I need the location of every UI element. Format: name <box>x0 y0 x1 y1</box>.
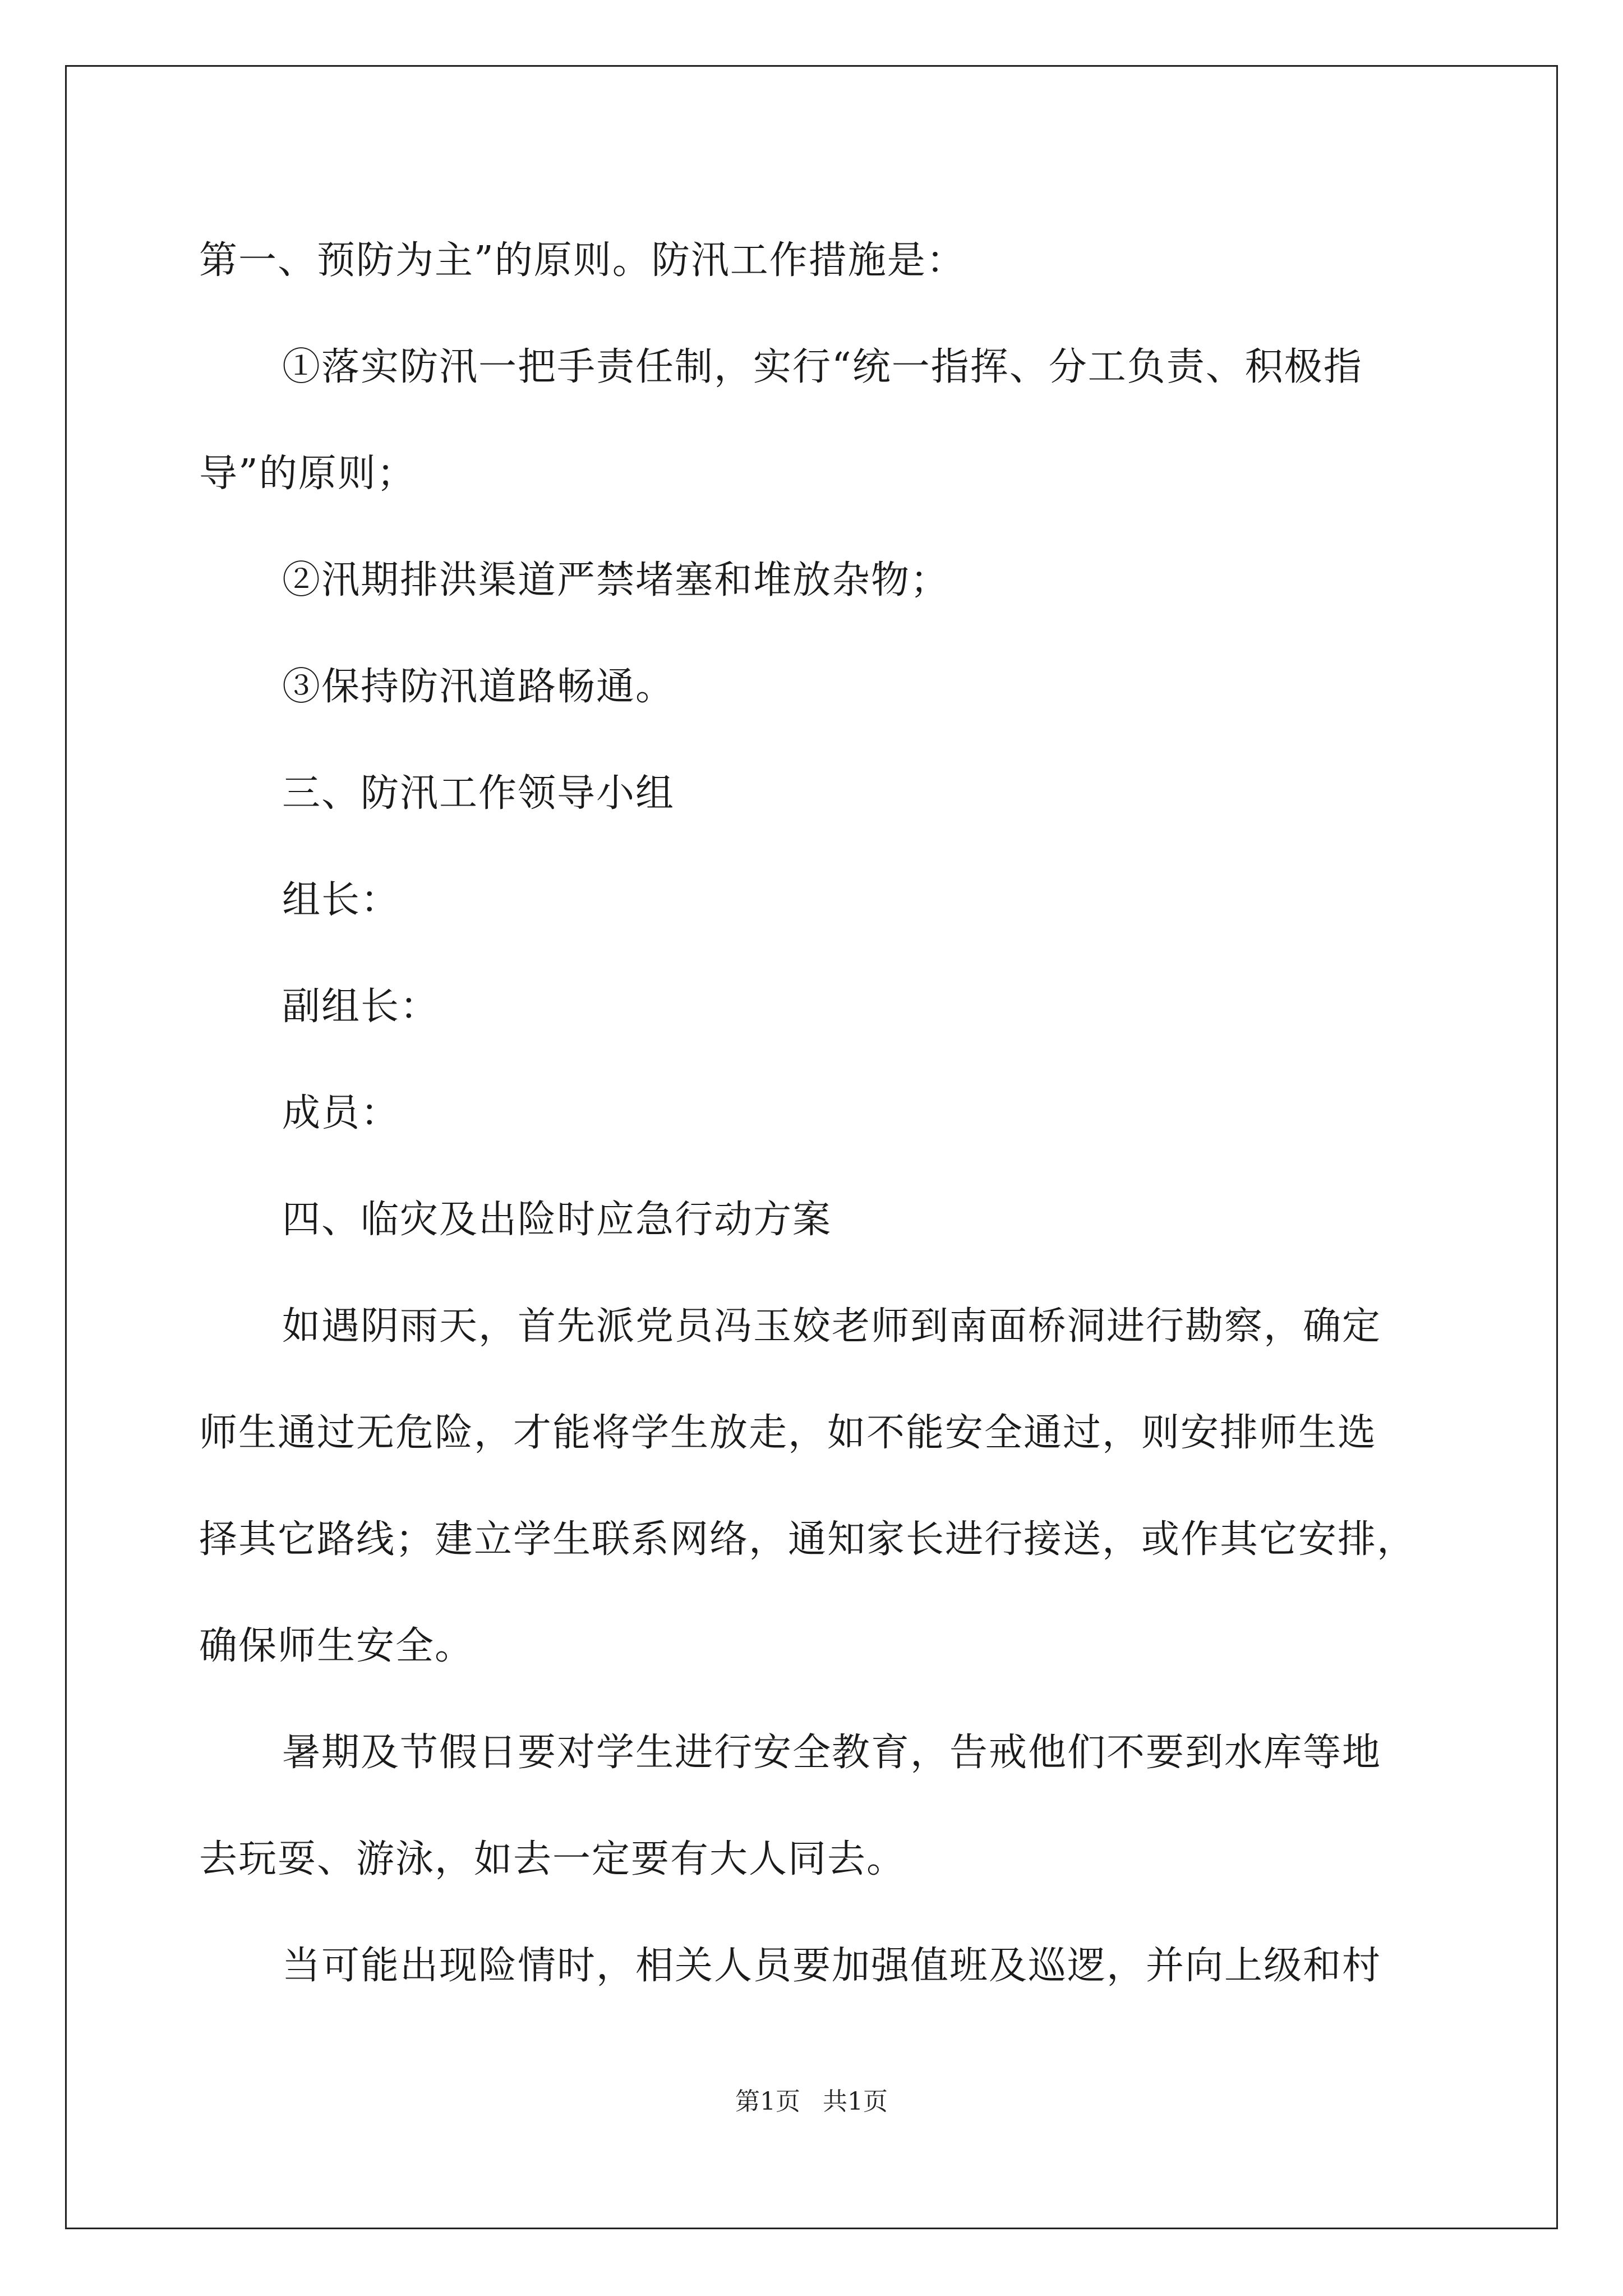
page-footer <box>0 2081 1623 2117</box>
section-heading: 三、防汛工作领导小组 <box>282 771 675 816</box>
text-line: 确保师生安全。 <box>199 1624 474 1668</box>
text-line: 组长： <box>282 878 400 922</box>
text-line: 如遇阴雨天，首先派党员冯玉姣老师到南面桥洞进行勘察，确定 <box>282 1304 1382 1349</box>
page-number-current: 第1页 <box>735 2087 800 2116</box>
document-body <box>199 208 1467 2019</box>
text-line: ①落实防汛一把手责任制，实行“统一指挥、分工负责、积极指 <box>282 345 1363 389</box>
text-line: 择其它路线；建立学生联系网络，通知家长进行接送，或作其它安排， <box>199 1517 1417 1562</box>
text-line: 导”的原则； <box>199 452 416 496</box>
text-line: ③保持防汛道路畅通。 <box>282 665 675 709</box>
text-line: 当可能出现险情时，相关人员要加强值班及巡逻，并向上级和村 <box>282 1944 1382 1988</box>
text-line: 副组长： <box>282 984 440 1029</box>
text-line: 暑期及节假日要对学生进行安全教育，告戒他们不要到水库等地 <box>282 1731 1382 1775</box>
text-line: 成员： <box>282 1091 400 1135</box>
page-number-total: 共1页 <box>823 2087 888 2116</box>
text-line: 第一、预防为主”的原则。防汛工作措施是： <box>199 238 966 283</box>
text-line: 师生通过无危险，才能将学生放走，如不能安全通过，则安排师生选 <box>199 1411 1377 1455</box>
text-line: 去玩耍、游泳，如去一定要有大人同去。 <box>199 1837 906 1881</box>
text-line: ②汛期排洪渠道严禁堵塞和堆放杂物； <box>282 558 950 602</box>
section-heading: 四、临灾及出险时应急行动方案 <box>282 1198 832 1242</box>
